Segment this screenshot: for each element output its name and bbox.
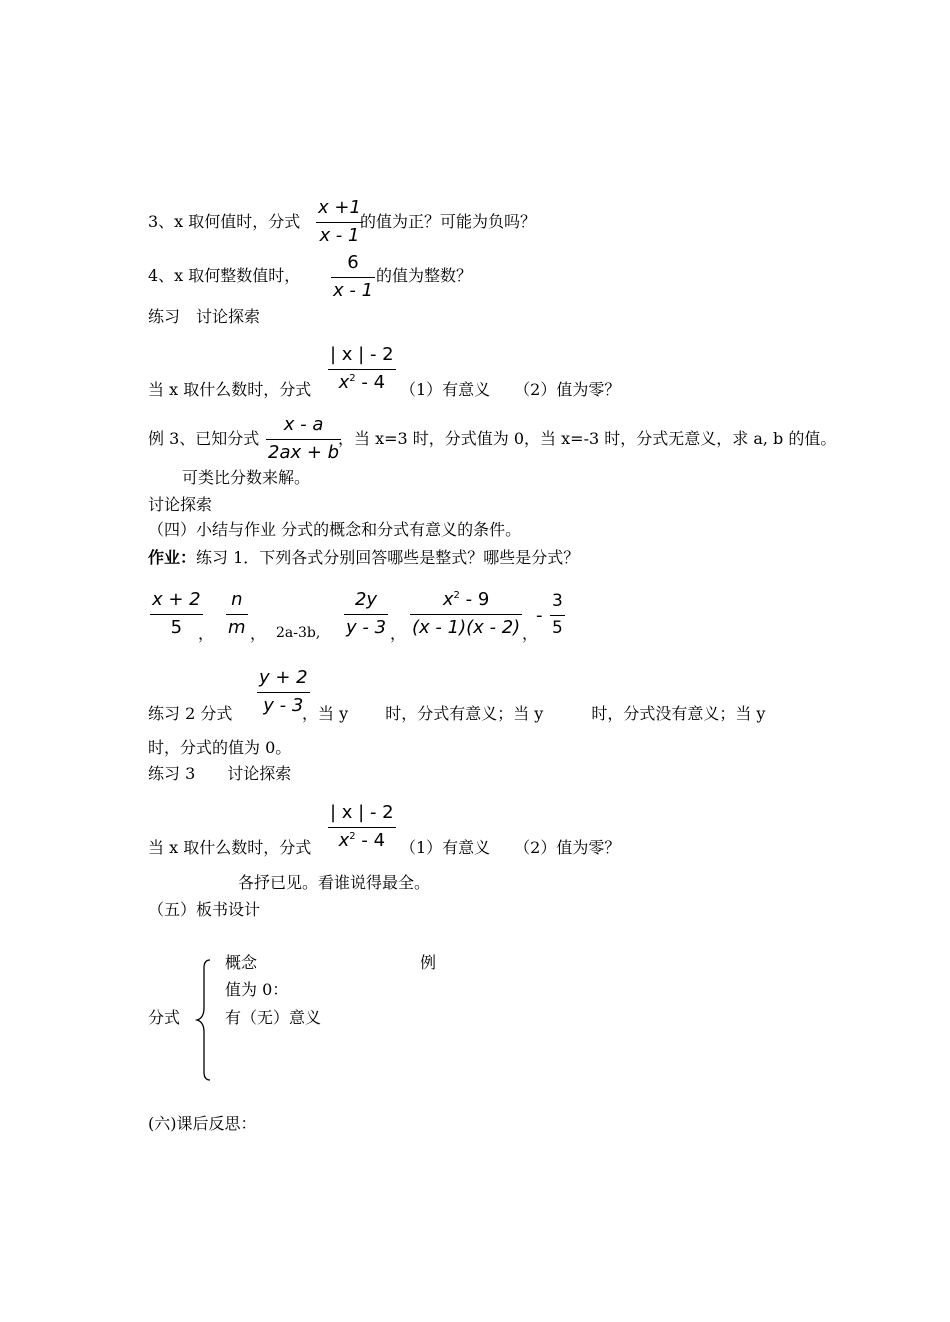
practice-2-line-2: 时，分式的值为 0。 xyxy=(148,738,292,757)
fraction-numerator: y + 2 xyxy=(259,667,308,688)
board-item-zero-value: 值为 0： xyxy=(225,980,289,999)
separator-comma: ， xyxy=(198,624,215,643)
practice-2-suffix: ，当 y 时，分式有意义；当 y 时，分式没有意义；当 y xyxy=(302,704,766,723)
abs-question-2-prefix: 当 x 取什么数时，分式 xyxy=(148,838,312,857)
fraction-denominator: y - 3 xyxy=(263,695,304,716)
fraction-bar xyxy=(316,222,363,223)
board-item-concept: 概念 xyxy=(225,953,258,972)
analogy-text: 可类比分数来解。 xyxy=(182,468,311,487)
fraction-numerator: x + 2 xyxy=(152,589,201,610)
fraction-denominator: 5 xyxy=(170,617,183,638)
board-item-example: 例 xyxy=(420,953,437,972)
abs-question-1-prefix: 当 x 取什么数时，分式 xyxy=(148,380,312,399)
fraction-denominator: m xyxy=(228,617,246,638)
expression-5 xyxy=(410,591,522,637)
fraction-numerator: | x | - 2 xyxy=(330,802,394,823)
fraction-bar xyxy=(257,692,310,693)
example-3-suffix: ，当 x=3 时，分式值为 0，当 x=-3 时，分式无意义，求 a, b 的值。 xyxy=(338,429,837,448)
q4-prefix: 4、x 取何整数值时， xyxy=(148,266,301,285)
practice-heading: 练习 讨论探索 xyxy=(148,307,261,326)
q4-fraction xyxy=(331,254,375,300)
fraction-denominator: $x^2 - 4$ xyxy=(338,372,386,393)
fraction-bar xyxy=(331,277,375,278)
abs-question-2-fraction xyxy=(328,804,396,850)
expression-6 xyxy=(550,593,565,637)
fraction-numerator: x +1 xyxy=(318,197,361,218)
abs-question-1-suffix: （1）有意义 （2）值为零？ xyxy=(400,380,621,399)
separator-comma: ， xyxy=(522,624,539,643)
fraction-bar xyxy=(344,614,388,615)
example-3-fraction xyxy=(266,416,341,462)
abs-question-1-fraction xyxy=(328,346,396,392)
homework-text: 练习 1．下列各式分别回答哪些是整式？哪些是分式？ xyxy=(196,548,580,567)
fraction-bar xyxy=(226,614,248,615)
abs-question-2-suffix: （1）有意义 （2）值为零？ xyxy=(400,838,621,857)
board-design-heading: （五）板书设计 xyxy=(148,900,261,919)
homework-line xyxy=(148,550,579,566)
separator-comma: ， xyxy=(250,624,267,643)
expression-1 xyxy=(150,591,203,637)
fraction-bar xyxy=(410,614,522,615)
expression-2 xyxy=(226,591,248,637)
practice-2-prefix: 练习 2 分式 xyxy=(148,704,233,723)
fraction-bar xyxy=(266,439,341,440)
fraction-denominator: x - 1 xyxy=(333,280,374,301)
q3-fraction xyxy=(316,199,363,245)
q3-suffix: 的值为正？可能为负吗？ xyxy=(360,212,537,231)
fraction-numerator: n xyxy=(231,589,243,610)
homework-label: 作业： xyxy=(148,548,197,567)
fraction-denominator: x - 1 xyxy=(319,225,360,246)
fraction-numerator: 2y xyxy=(354,589,378,610)
fraction-denominator: $x^2 - 4$ xyxy=(338,830,386,851)
board-label: 分式 xyxy=(148,1008,181,1027)
fraction-numerator: 3 xyxy=(552,591,563,611)
left-brace-icon xyxy=(194,958,214,1082)
q4-suffix: 的值为整数？ xyxy=(376,266,473,285)
opinions-text: 各抒已见。看谁说得最全。 xyxy=(238,873,431,892)
summary-text: （四）小结与作业 分式的概念和分式有意义的条件。 xyxy=(148,520,522,539)
fraction-denominator: 2ax + b xyxy=(268,442,340,463)
expression-3: 2a-3b, xyxy=(276,625,321,641)
reflection-heading: (六)课后反思： xyxy=(148,1114,257,1133)
fraction-denominator: 5 xyxy=(552,618,563,638)
practice-3-heading: 练习 3 讨论探索 xyxy=(148,764,292,783)
fraction-denominator: (x - 1)(x - 2) xyxy=(412,617,521,638)
separator-comma: ， xyxy=(390,624,407,643)
discuss-heading: 讨论探索 xyxy=(148,495,213,514)
fraction-numerator: x - a xyxy=(283,414,324,435)
fraction-denominator: y - 3 xyxy=(346,617,387,638)
expression-6-sign: - xyxy=(536,605,543,626)
example-3-prefix: 例 3、已知分式 xyxy=(148,429,260,448)
fraction-bar xyxy=(150,614,203,615)
fraction-bar xyxy=(328,369,396,370)
fraction-bar xyxy=(328,827,396,828)
expression-4 xyxy=(344,591,388,637)
board-item-meaning: 有（无）意义 xyxy=(225,1008,322,1027)
fraction-bar xyxy=(550,615,565,616)
fraction-numerator: | x | - 2 xyxy=(330,344,394,365)
fraction-numerator: 6 xyxy=(347,252,359,273)
fraction-numerator: $x^2 - 9$ xyxy=(442,589,490,610)
q3-prefix: 3、x 取何值时，分式 xyxy=(148,212,301,231)
